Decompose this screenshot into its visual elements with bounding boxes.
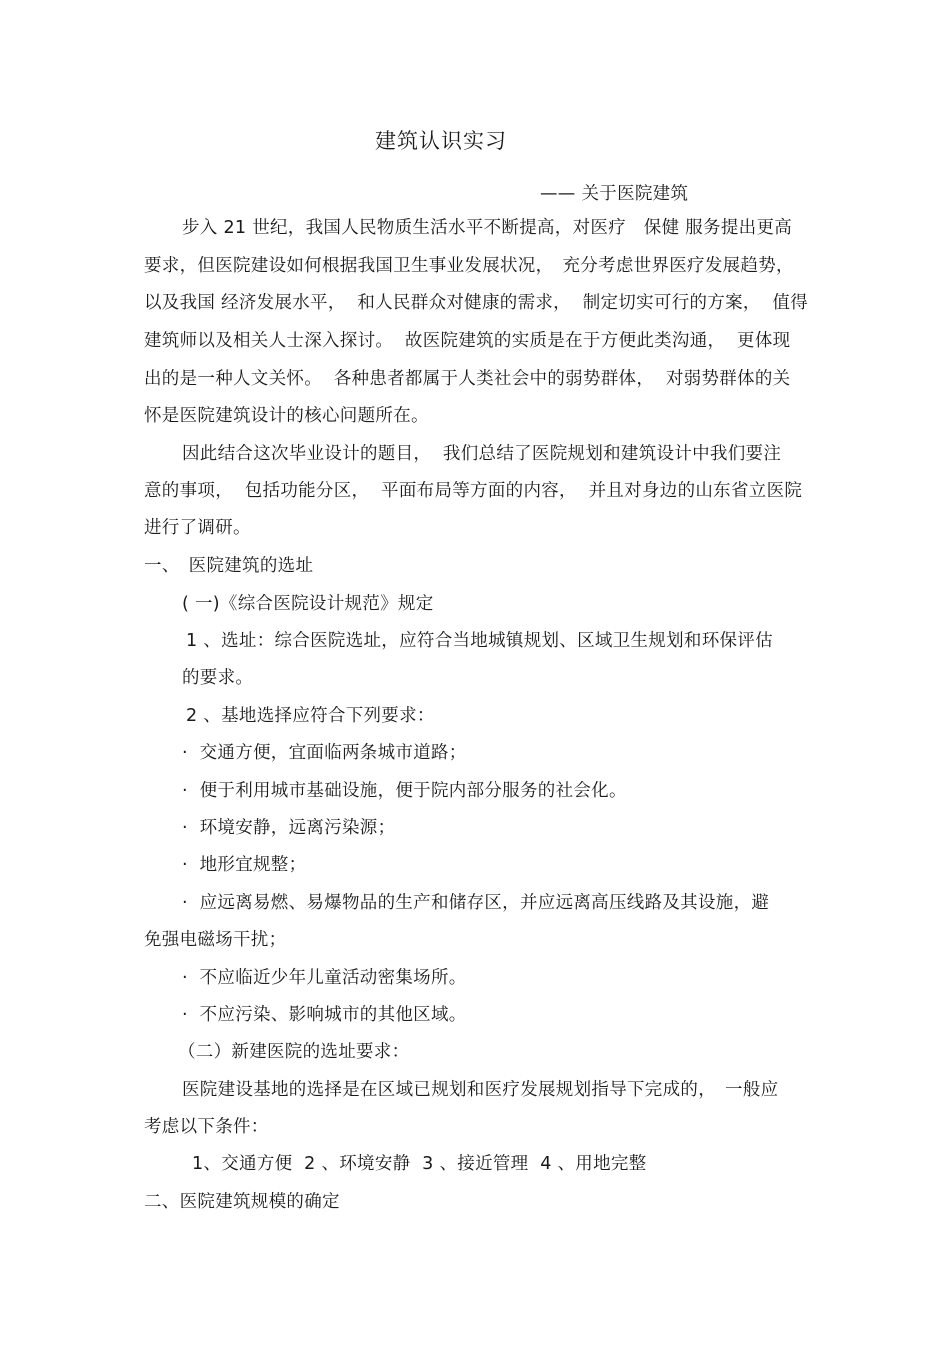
section-2-heading: 二、医院建筑规模的确定	[144, 1192, 340, 1212]
paragraph-3-line-2: 考虑以下条件：	[144, 1117, 269, 1137]
paragraph-1-line-4: 建筑师以及相关人士深入探讨。 故医院建筑的实质是在于方便此类沟通， 更体现	[144, 331, 791, 351]
item-1-line-1: 1 、选址：综合医院选址，应符合当地城镇规划、区域卫生规划和环保评估	[186, 631, 773, 651]
bullet-item: · 交通方便，宜面临两条城市道路；	[182, 743, 467, 763]
item-1-line-2: 的要求。	[182, 668, 254, 688]
subsection-1a-heading: ( 一)《综合医院设计规范》规定	[182, 594, 434, 614]
paragraph-2-line-2: 意的事项， 包括功能分区， 平面布局等方面的内容， 并且对身边的山东省立医院	[144, 481, 803, 501]
bullet-item: · 地形宜规整；	[182, 855, 307, 875]
paragraph-1-line-5: 出的是一种人文关怀。 各种患者都属于人类社会中的弱势群体， 对弱势群体的关	[144, 369, 791, 389]
paragraph-1-line-2: 要求，但医院建设如何根据我国卫生事业发展状况， 充分考虑世界医疗发展趋势，	[144, 256, 794, 276]
bullet-item: · 不应污染、影响城市的其他区域。	[182, 1005, 467, 1025]
subsection-1b-heading: （二）新建医院的选址要求：	[178, 1042, 410, 1062]
document-title: 建筑认识实习	[375, 129, 507, 153]
bullet-item: · 环境安静，远离污染源；	[182, 818, 396, 838]
item-2-heading: 2 、基地选择应符合下列要求：	[186, 706, 435, 726]
conditions-line: 1、交通方便 2 、环境安静 3 、接近管理 4 、用地完整	[192, 1154, 647, 1174]
document-subtitle: —— 关于医院建筑	[540, 184, 689, 204]
paragraph-2-line-1: 因此结合这次毕业设计的题目， 我们总结了医院规划和建筑设计中我们要注	[182, 444, 782, 464]
paragraph-1-line-6: 怀是医院建筑设计的核心问题所在。	[144, 406, 429, 426]
paragraph-1-line-1: 步入 21 世纪，我国人民物质生活水平不断提高，对医疗 保健 服务提出更高	[182, 218, 793, 238]
bullet-item: · 应远离易燃、易爆物品的生产和储存区，并应远离高压线路及其设施，避	[182, 893, 770, 913]
bullet-item-continuation: 免强电磁场干扰；	[144, 930, 287, 950]
paragraph-1-line-3: 以及我国 经济发展水平， 和人民群众对健康的需求， 制定切实可行的方案， 值得	[144, 293, 809, 313]
bullet-item: · 不应临近少年儿童活动密集场所。	[182, 968, 467, 988]
section-1-heading: 一、 医院建筑的选址	[144, 556, 314, 576]
paragraph-3-line-1: 医院建设基地的选择是在区域已规划和医疗发展规划指导下完成的， 一般应	[182, 1080, 779, 1100]
bullet-item: · 便于利用城市基础设施，便于院内部分服务的社会化。	[182, 781, 627, 801]
paragraph-2-line-3: 进行了调研。	[144, 518, 251, 538]
